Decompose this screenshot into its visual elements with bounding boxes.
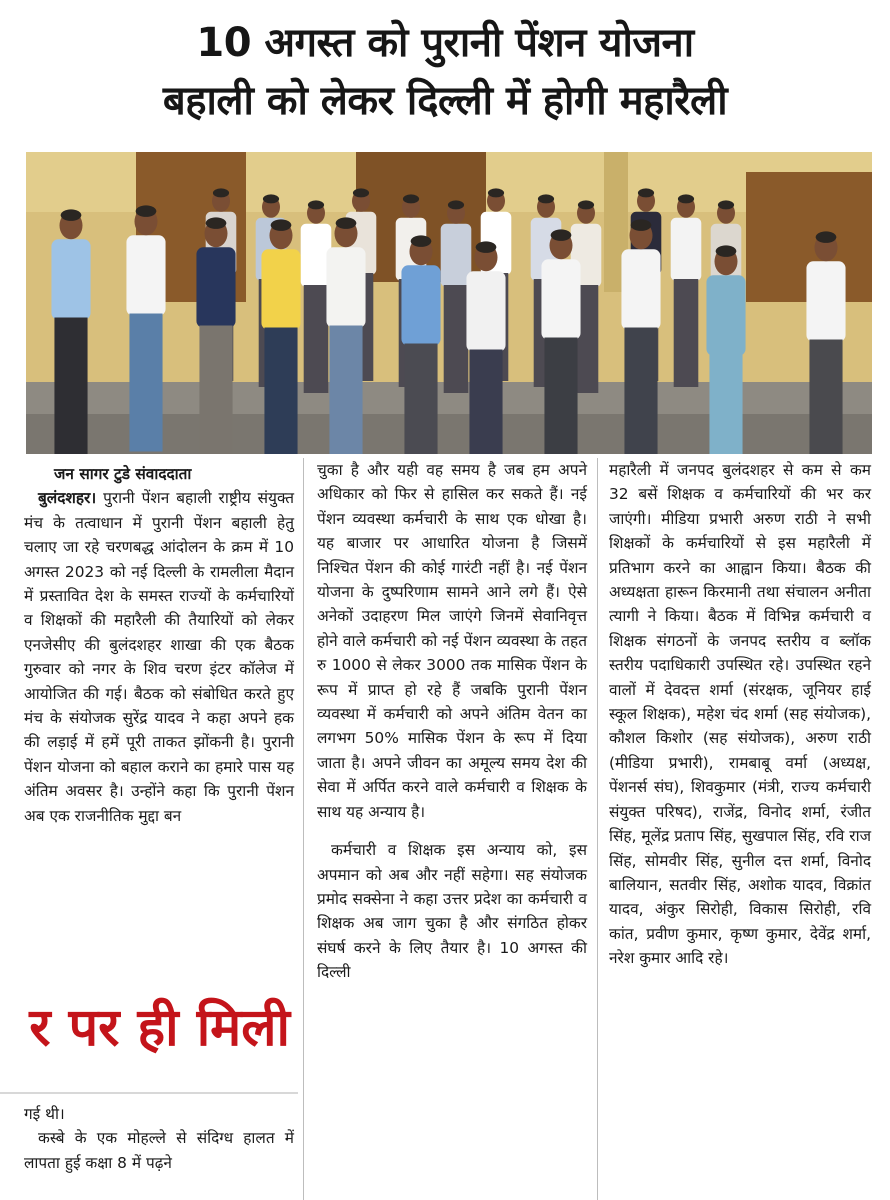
column-rule-1 <box>303 458 304 1200</box>
side-story-headline: र पर ही मिली <box>29 998 290 1058</box>
person-figure <box>541 229 580 454</box>
person-figure <box>196 217 235 454</box>
article-col2-paragraph-2: कर्मचारी व शिक्षक इस अन्याय को, इस अपमान को अब और नहीं सहेगा। सह संयोजक प्रमोद सक्सेना ने कहा उत्तर प्रदेश का कर्मचारी व शिक्षक अब जाग चुका है और संगठित होकर संघर्ष करने के लिए तैयार है। 10 अगस्त की दिल्ली <box>317 841 587 982</box>
article-col2-paragraph-1: चुका है और यही वह समय है जब हम अपने अधिकार को फिर से हासिल कर सकते हैं। नई पेंशन व्यवस्था कर्मचारी के साथ एक धोखा है। यह बाजार पर आधारित योजना है जिसमें निश्चित पेंशन की कोई गारंटी नहीं है। नई पेंशन योजना के दुष्परिणाम सामने आने लगे हैं। ऐसे अनेकों उदाहरण मिल जाएंगे जिनमें सेवानिवृत्त होने वाले कर्मचारी को नई पेंशन व्यवस्था के तहत रु 1000 से लेकर 3000 तक मासिक पेंशन के रूप में प्राप्त हो रहे हैं जबकि पुरानी पेंशन व्यवस्था में कर्मचारी को अपने अंतिम वेतन का लगभग 50% मासिक पेंशन के रूप में दिया जाता है। अपने जीवन का अमूल्य समय देश की सेवा में अर्पित करने वाले कर्मचारी व शिक्षक के साथ यह अन्याय है। <box>317 461 587 821</box>
person-figure <box>806 231 845 454</box>
article-col1-text: पुरानी पेंशन बहाली राष्ट्रीय संयुक्त मंच के तत्वाधान में पुरानी पेंशन बहाली हेतु चलाए जा रहे चरणबद्ध आंदोलन के क्रम में 10 अगस्त 2023 को नई दिल्ली के रामलीला मैदान में प्रस्तावित देश के समस्त राज्यों के कर्मचारियों व शिक्षकों की महारैली की तैयारियों को लेकर एनजेसीए की बुलंदशहर शाखा की एक बैठक गुरुवार को नगर के शिव चरण इंटर कॉलेज में आयोजित की गई। बैठक को संबोधित करते हुए मंच के संयोजक सुरेंद्र यादव ने कहा अपने हक की लड़ाई में हमें पूरी ताकत झोंकनी है। पुरानी पेंशन योजना को बहाल कराने का हमारे पास यह अंतिम अवसर है। उन्होंने कहा कि पुरानी पेंशन अब एक राजनीतिक मुद्दा बन <box>24 489 294 825</box>
person-figure <box>326 217 365 454</box>
article-column-1 <box>24 462 294 828</box>
side-story-text <box>24 1102 294 1175</box>
group-photo <box>26 152 872 454</box>
person-figure <box>401 235 440 454</box>
article-col3-paragraph-1: महारैली में जनपद बुलंदशहर से कम से कम 32 बसें शिक्षक व कर्मचारियों की भर कर जाएंगी। मीडिया प्रभारी अरुण राठी ने सभी शिक्षकों के कर्मचारियों से इस महारैली में प्रतिभाग करने का आह्वान किया। बैठक की अध्यक्षता हारून किरमानी तथा संचालन अनीता त्यागी ने किया। बैठक में विभिन्न कर्मचारी व शिक्षक संगठनों के जनपद स्तरीय व ब्लॉक स्तरीय पदाधिकारी उपस्थित रहे। उपस्थित रहने वालों में देवदत्त शर्मा (संरक्षक, जूनियर हाई स्कूल शिक्षक), महेश चंद शर्मा (सह संयोजक), कौशल किशोर (सह संयोजक), अरुण राठी (मीडिया प्रभारी), रामबाबू वर्मा (अध्यक्ष, पेंशनर्स संघ), शिवकुमार (मंत्री, राज्य कर्मचारी संयुक्त परिषद), राजेंद्र, विनोद शर्मा, रंजीत सिंह, मूलेंद्र प्रताप सिंह, सुखपाल सिंह, रवि राज सिंह, सोमवीर सिंह, सुनील दत्त शर्मा, विनोद बालियान, सतवीर सिंह, अशोक यादव, विक्रांत यादव, अंकुर सिरोही, विकास सिरोही, रवि कांत, प्रवीण कुमार, कृष्ण कुमार, देवेंद्र शर्मा, नरेश कुमार आदि रहे। <box>609 461 871 968</box>
byline: जन सागर टुडे संवाददाता <box>54 465 192 483</box>
person-figure <box>126 205 165 451</box>
side-story-paragraph-1: गई थी। <box>24 1105 65 1123</box>
side-story-rule <box>0 1092 298 1094</box>
headline <box>18 14 872 130</box>
article-column-3 <box>609 458 871 971</box>
headline-line-1: 10 अगस्त को पुरानी पेंशन योजना <box>196 20 694 66</box>
column-rule-2 <box>597 458 598 1200</box>
headline-line-2: बहाली को लेकर दिल्ली में होगी महारैली <box>162 78 728 124</box>
person-figure <box>261 219 300 454</box>
person-figure <box>51 209 90 454</box>
article-col1-paragraph <box>24 486 294 828</box>
dateline: बुलंदशहर। <box>38 489 97 508</box>
person-figure <box>671 194 702 387</box>
person-figure <box>706 245 745 454</box>
person-figure <box>621 219 660 454</box>
article-column-2 <box>317 458 587 985</box>
person-figure <box>466 241 505 454</box>
side-story-paragraph-2: कस्बे के एक मोहल्ले से संदिग्ध हालत में लापता हुई कक्षा 8 में पढ़ने <box>24 1129 294 1172</box>
